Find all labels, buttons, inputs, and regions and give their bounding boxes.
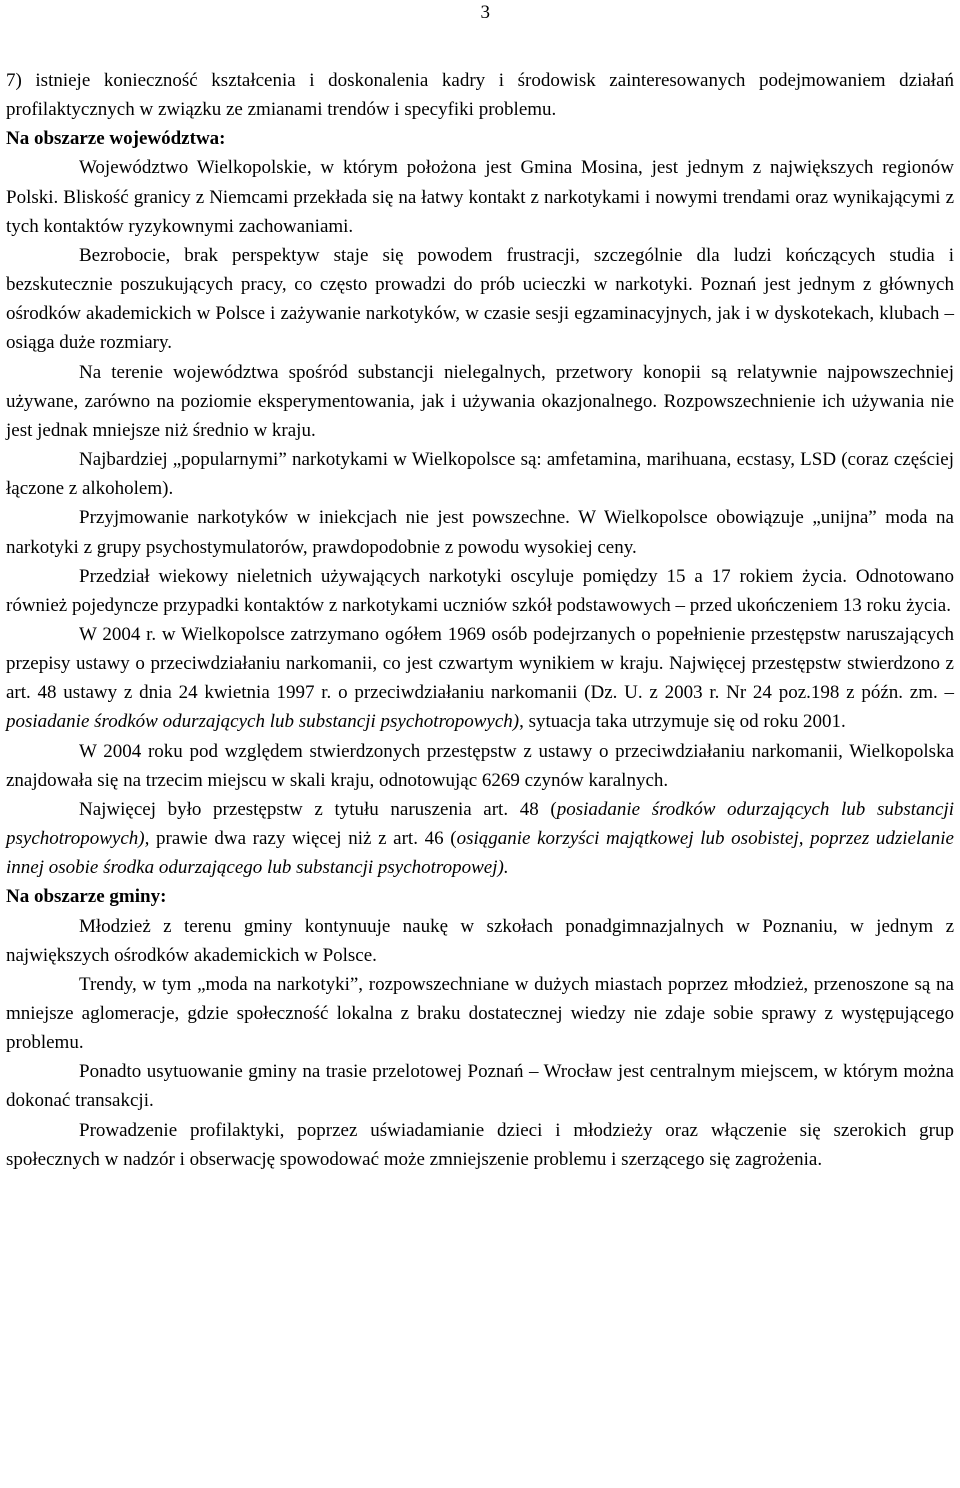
paragraph-text: Najwięcej było przestępstw z tytułu naruszenia art. 48 ( [79,798,557,820]
paragraph-text: Prowadzenie profilaktyki, poprzez uświadamianie dzieci i młodzieży oraz włączenie się szerokich grup społecznych w nadzór i obserwację spowodować może zmniejszenie problemu i szerzącego się zagrożenia. [6,1119,954,1170]
paragraph-text: Przyjmowanie narkotyków w iniekcjach nie jest powszechne. W Wielkopolsce obowiązuje „unijna” moda na narkotyki z grupy psychostymulatorów, prawdopodobnie z powodu wysokiej ceny. [6,507,954,558]
paragraph-text: Ponadto usytuowanie gminy na trasie przelotowej Poznań – Wrocław jest centralnym miejscem, w którym można dokonać transakcji. [6,1061,954,1112]
document-body [6,66,954,1174]
paragraph-text: Na obszarze gminy: [6,886,167,908]
paragraph-text: Województwo Wielkopolskie, w którym położona jest Gmina Mosina, jest jednym z największych regionów Polski. Bliskość granicy z Niemcami przekłada się na łatwy kontakt z narkotykami i nowymi trendami oraz wynikającymi z tych kontaktów ryzykownymi zachowaniami. [6,157,954,237]
paragraph-text: Bezrobocie, brak perspektyw staje się powodem frustracji, szczególnie dla ludzi kończących studia i bezskutecznie poszukujących pracy, co często prowadzi do prób ucieczki w narkotyki. Poznań jest jednym z głównych ośrodków akademickich w Polsce i zażywanie narkotyków, w czasie sesji egzaminacyjnych, jak i w dyskotekach, klubach – osiąga duże rozmiary. [6,244,954,354]
body-paragraph [6,358,954,445]
body-paragraph [6,1057,954,1115]
body-paragraph [6,912,954,970]
paragraph-text: W 2004 roku pod względem stwierdzonych przestępstw z ustawy o przeciwdziałaniu narkomanii, Wielkopolska znajdowała się na trzecim miejscu w skali kraju, odnotowując 6269 czynów karalnych. [6,740,954,791]
body-paragraph [6,66,954,124]
body-paragraph [6,1116,954,1174]
italic-text: – posiadanie środków odurzających lub substancji psychotropowych) [6,682,954,733]
paragraph-text: Trendy, w tym „moda na narkotyki”, rozpowszechniane w dużych miastach poprzez młodzież, przenoszone są na mniejsze aglomeracje, gdzie społeczność lokalna z braku dostatecznej wiedzy nie zdaje sobie sprawy z występującego problemu. [6,973,954,1054]
section-heading [6,882,954,911]
paragraph-text: Najbardziej „popularnymi” narkotykami w Wielkopolsce są: amfetamina, marihuana, ecstasy, LSD (coraz częściej łączone z alkoholem). [6,449,954,500]
body-paragraph [6,241,954,358]
body-paragraph [6,153,954,240]
paragraph-text: , sytuacja taka utrzymuje się od roku 2001. [519,711,846,733]
italic-text: osiąganie korzyści majątkowej lub osobistej, poprzez udzielanie innej osobie środka odurzającego lub substancji psychotropowej). [6,828,954,879]
page-number: 3 [480,2,490,23]
paragraph-text: Młodzież z terenu gminy kontynuuje naukę w szkołach ponadgimnazjalnych w Poznaniu, w jednym z największych ośrodków akademickich w Polsce. [6,915,954,966]
body-paragraph [6,445,954,503]
body-paragraph [6,795,954,882]
body-paragraph [6,737,954,795]
paragraph-text: Na obszarze województwa: [6,128,226,150]
paragraph-text: prawie dwa razy więcej niż z art. 46 ( [149,828,457,850]
section-heading [6,124,954,153]
body-paragraph [6,503,954,561]
paragraph-text: Na terenie województwa spośród substancji nielegalnych, przetwory konopii są relatywnie najpowszechniej używane, zarówno na poziomie eksperymentowania, jak i używania okazjonalnego. Rozpowszechnienie ich używania nie jest jednak mniejsze niż średnio w kraju. [6,361,954,441]
body-paragraph [6,970,954,1057]
paragraph-text: W 2004 r. w Wielkopolsce zatrzymano ogółem 1969 osób podejrzanych o popełnienie przestępstw naruszających przepisy ustawy o przeciwdziałaniu narkomanii, co jest czwartym wynikiem w kraju. Najwięcej przestępstw stwierdzono z art. 48 ustawy z dnia 24 kwietnia 1997 r. o przeciwdziałaniu narkomanii (Dz. U. z 2003 r. Nr 24 poz.198 z późn. zm. [6,623,954,704]
paragraph-text: 7) istnieje konieczność kształcenia i doskonalenia kadry i środowisk zainteresowanych podejmowaniem działań profilaktycznych w związku ze zmianami trendów i specyfiki problemu. [6,70,954,121]
paragraph-text: Przedział wiekowy nieletnich używających narkotyki oscyluje pomiędzy 15 a 17 rokiem życia. Odnotowano również pojedyncze przypadki kontaktów z narkotykami uczniów szkół podstawowych – przed ukończeniem 13 roku życia. [6,565,954,616]
italic-text: posiadanie środków odurzających lub substancji psychotropowych), [6,798,955,850]
body-paragraph [6,620,954,737]
body-paragraph [6,562,954,620]
